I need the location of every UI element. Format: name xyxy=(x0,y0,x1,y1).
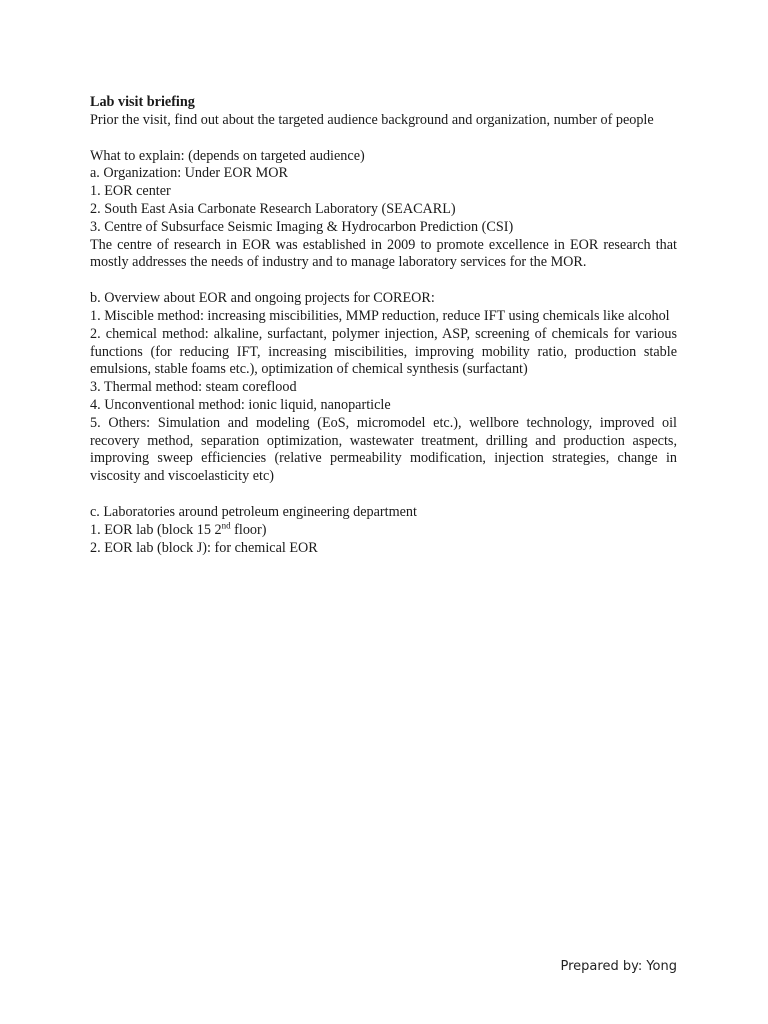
section-c-item xyxy=(90,522,677,540)
document-title: Lab visit briefing xyxy=(90,94,195,110)
section-b-item: 1. Miscible method: increasing miscibilities, MMP reduction, reduce IFT using chemicals like alcohol xyxy=(90,307,670,324)
section-c-item-1-suffix: floor) xyxy=(230,521,267,538)
intro-paragraph: Prior the visit, find out about the targeted audience background and organization, number of people xyxy=(90,111,654,128)
what-to-explain-line: What to explain: (depends on targeted audience) xyxy=(90,147,365,164)
section-a-item: 1. EOR center xyxy=(90,183,171,200)
section-a-paragraph: The centre of research in EOR was established in 2009 to promote excellence in EOR research that mostly addresses the needs of industry and to manage laboratory services for the MOR. xyxy=(90,236,677,271)
section-a-item: 3. Centre of Subsurface Seismic Imaging & Hydrocarbon Prediction (CSI) xyxy=(90,218,514,235)
spacer xyxy=(90,272,677,290)
ordinal-suffix: nd xyxy=(221,520,231,530)
section-c-item-1-prefix: 1. EOR lab (block 15 2 xyxy=(90,521,222,538)
prepared-by-footer: Prepared by: Yong xyxy=(560,959,677,974)
section-a-heading: a. Organization: Under EOR MOR xyxy=(90,165,288,182)
section-c-item: 2. EOR lab (block J): for chemical EOR xyxy=(90,539,318,556)
section-c-heading: c. Laboratories around petroleum engineering department xyxy=(90,503,417,520)
section-b-item: 4. Unconventional method: ionic liquid, nanoparticle xyxy=(90,396,391,413)
document-body xyxy=(90,94,677,557)
spacer xyxy=(90,130,677,148)
section-b-item: 3. Thermal method: steam coreflood xyxy=(90,379,297,396)
section-b-heading: b. Overview about EOR and ongoing projects for COREOR: xyxy=(90,290,435,307)
section-b-item: 2. chemical method: alkaline, surfactant, polymer injection, ASP, screening of chemicals for various functions (for reducing IFT, increasing miscibilities, improving mobility ratio, production stable emulsions, stable foams etc.), optimization of chemical synthesis (surfactant) xyxy=(90,325,677,378)
spacer xyxy=(90,486,677,504)
section-b-item: 5. Others: Simulation and modeling (EoS, micromodel etc.), wellbore technology, improved oil recovery method, separation optimization, wastewater treatment, drilling and production aspects, improving sweep efficiencies (relative permeability modification, injection strategies, change in viscosity and viscoelasticity etc) xyxy=(90,414,677,485)
section-a-item: 2. South East Asia Carbonate Research Laboratory (SEACARL) xyxy=(90,200,456,217)
